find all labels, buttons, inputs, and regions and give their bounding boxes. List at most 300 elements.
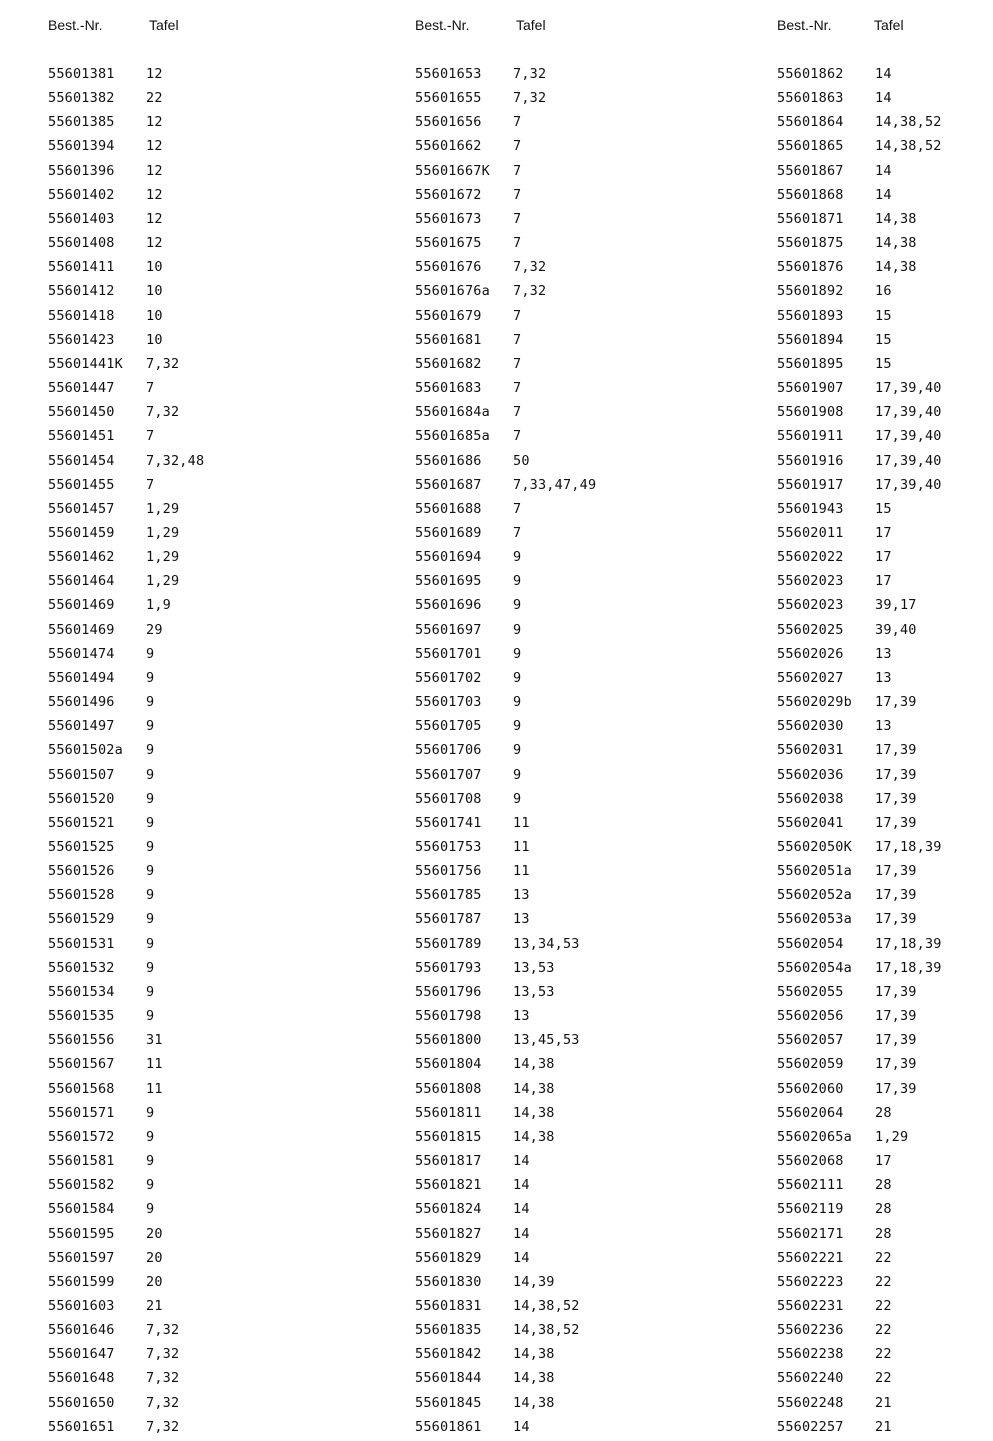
plate-numbers: 9 — [513, 621, 522, 638]
plate-numbers: 14,38 — [513, 1056, 555, 1073]
plate-numbers: 9 — [513, 694, 522, 711]
plate-numbers: 7 — [513, 235, 522, 252]
order-number: 55601895 — [777, 355, 844, 372]
order-number: 55602064 — [777, 1104, 844, 1121]
plate-numbers: 17,39 — [875, 1008, 917, 1025]
plate-numbers: 17,39,40 — [875, 404, 942, 421]
order-number: 55601706 — [415, 742, 482, 759]
order-number: 55601911 — [777, 428, 844, 445]
order-number: 55601603 — [48, 1297, 115, 1314]
plate-numbers: 28 — [875, 1225, 892, 1242]
order-number: 55601811 — [415, 1104, 482, 1121]
order-number: 55601867 — [777, 162, 844, 179]
order-number: 55601676a — [415, 283, 490, 300]
plate-numbers: 7 — [146, 428, 155, 445]
plate-numbers: 9 — [513, 549, 522, 566]
plate-numbers: 7 — [513, 138, 522, 155]
order-number: 55602030 — [777, 718, 844, 735]
plate-numbers: 13,53 — [513, 959, 555, 976]
order-number: 55602231 — [777, 1297, 844, 1314]
plate-numbers: 14 — [513, 1249, 530, 1266]
plate-numbers: 39,40 — [875, 621, 917, 638]
plate-numbers: 22 — [146, 90, 163, 107]
plate-numbers: 17,39 — [875, 983, 917, 1000]
order-number: 55602065a — [777, 1128, 852, 1145]
plate-numbers: 13,34,53 — [513, 935, 580, 952]
order-number: 55602056 — [777, 1008, 844, 1025]
order-number: 55602031 — [777, 742, 844, 759]
plate-numbers: 14,38 — [513, 1080, 555, 1097]
order-number: 55601469 — [48, 621, 115, 638]
plate-numbers: 28 — [875, 1104, 892, 1121]
plate-numbers: 14,39 — [513, 1273, 555, 1290]
plate-numbers: 14,38 — [513, 1128, 555, 1145]
plate-numbers: 9 — [146, 911, 155, 928]
order-number: 55601528 — [48, 887, 115, 904]
order-number: 55601529 — [48, 911, 115, 928]
plate-numbers: 9 — [146, 790, 155, 807]
order-number: 55601894 — [777, 331, 844, 348]
order-number: 55601647 — [48, 1346, 115, 1363]
order-number: 55601655 — [415, 90, 482, 107]
order-number: 55601685a — [415, 428, 490, 445]
plate-numbers: 7 — [513, 210, 522, 227]
order-number: 55601741 — [415, 814, 482, 831]
order-number: 55601455 — [48, 476, 115, 493]
order-number: 55602052a — [777, 887, 852, 904]
order-number: 55601835 — [415, 1322, 482, 1339]
plate-numbers: 9 — [146, 959, 155, 976]
plate-numbers: 1,29 — [146, 524, 180, 541]
order-number: 55601687 — [415, 476, 482, 493]
order-number: 55601385 — [48, 114, 115, 131]
plate-numbers: 15 — [875, 500, 892, 517]
order-number: 55601675 — [415, 235, 482, 252]
order-number: 55602022 — [777, 549, 844, 566]
plate-numbers: 7,32 — [513, 90, 547, 107]
plate-numbers: 11 — [513, 839, 530, 855]
header-best-nr: Best.-Nr. — [777, 17, 832, 33]
plate-numbers: 17,39,40 — [875, 452, 942, 469]
plate-numbers: 22 — [875, 1249, 892, 1266]
order-number: 55601756 — [415, 863, 482, 880]
plate-numbers: 9 — [146, 1201, 155, 1218]
order-number: 55602023 — [777, 597, 844, 614]
plate-numbers: 12 — [146, 138, 163, 155]
plate-numbers: 7,32 — [513, 283, 547, 300]
plate-numbers: 14,38 — [875, 259, 917, 276]
plate-numbers: 13 — [513, 887, 530, 904]
plate-numbers: 7,32 — [146, 1418, 180, 1435]
plate-numbers: 9 — [513, 573, 522, 590]
plate-numbers: 12 — [146, 235, 163, 252]
plate-numbers: 7 — [513, 331, 522, 348]
order-number: 55602060 — [777, 1080, 844, 1097]
order-number: 55601845 — [415, 1394, 482, 1411]
plate-numbers: 12 — [146, 66, 163, 82]
order-number: 55601817 — [415, 1153, 482, 1170]
plate-numbers: 14,38 — [875, 235, 917, 252]
plate-numbers: 13 — [875, 718, 892, 735]
order-number: 55602054 — [777, 935, 844, 952]
order-number: 55601683 — [415, 380, 482, 397]
plate-numbers: 11 — [513, 863, 530, 880]
plate-numbers: 17,18,39 — [875, 839, 942, 855]
order-number: 55601447 — [48, 380, 115, 397]
plate-numbers: 21 — [146, 1297, 163, 1314]
order-number: 55601793 — [415, 959, 482, 976]
order-number: 55601402 — [48, 186, 115, 203]
order-number: 55601696 — [415, 597, 482, 614]
plate-numbers: 13 — [513, 1008, 530, 1025]
plate-numbers: 9 — [146, 814, 155, 831]
plate-numbers: 14,38 — [513, 1104, 555, 1121]
plate-numbers: 14,38 — [875, 210, 917, 227]
plate-numbers: 15 — [875, 307, 892, 324]
plate-numbers: 7,32 — [146, 355, 180, 372]
order-number: 55601787 — [415, 911, 482, 928]
plate-numbers: 7 — [513, 500, 522, 517]
plate-numbers: 7 — [513, 186, 522, 203]
order-number: 55601451 — [48, 428, 115, 445]
plate-numbers: 17 — [875, 524, 892, 541]
order-number: 55601753 — [415, 839, 482, 855]
plate-numbers: 14 — [513, 1177, 530, 1194]
plate-numbers: 10 — [146, 307, 163, 324]
order-number: 55601684a — [415, 404, 490, 421]
order-number: 55601526 — [48, 863, 115, 880]
order-number: 55601597 — [48, 1249, 115, 1266]
plate-numbers: 7 — [513, 524, 522, 541]
plate-numbers: 13 — [875, 669, 892, 686]
plate-numbers: 17,39 — [875, 887, 917, 904]
order-number: 55601785 — [415, 887, 482, 904]
order-number: 55602257 — [777, 1418, 844, 1435]
plate-numbers: 13,45,53 — [513, 1032, 580, 1049]
order-number: 55601418 — [48, 307, 115, 324]
order-number: 55601653 — [415, 66, 482, 82]
plate-numbers: 22 — [875, 1273, 892, 1290]
order-number: 55601821 — [415, 1177, 482, 1194]
order-number: 55601686 — [415, 452, 482, 469]
plate-numbers: 9 — [146, 742, 155, 759]
order-number: 55602236 — [777, 1322, 844, 1339]
plate-numbers: 50 — [513, 452, 530, 469]
order-number: 55601394 — [48, 138, 115, 155]
plate-numbers: 17,39,40 — [875, 380, 942, 397]
plate-numbers: 14 — [513, 1418, 530, 1435]
plate-numbers: 21 — [875, 1418, 892, 1435]
plate-numbers: 1,29 — [146, 573, 180, 590]
plate-numbers: 12 — [146, 210, 163, 227]
plate-numbers: 1,29 — [146, 500, 180, 517]
order-number: 55601871 — [777, 210, 844, 227]
plate-numbers: 17,18,39 — [875, 935, 942, 952]
order-number: 55602221 — [777, 1249, 844, 1266]
plate-numbers: 9 — [146, 1153, 155, 1170]
header-best-nr: Best.-Nr. — [48, 17, 103, 33]
plate-numbers: 9 — [146, 983, 155, 1000]
plate-numbers: 28 — [875, 1177, 892, 1194]
order-number: 55601707 — [415, 766, 482, 783]
plate-numbers: 15 — [875, 355, 892, 372]
order-number: 55601865 — [777, 138, 844, 155]
plate-numbers: 7,33,47,49 — [513, 476, 597, 493]
order-number: 55601520 — [48, 790, 115, 807]
plate-numbers: 9 — [146, 1008, 155, 1025]
plate-numbers: 7,32,48 — [146, 452, 205, 469]
order-number: 55602171 — [777, 1225, 844, 1242]
plate-numbers: 14 — [513, 1201, 530, 1218]
order-number: 55601474 — [48, 645, 115, 662]
plate-numbers: 17 — [875, 573, 892, 590]
plate-numbers: 14,38 — [513, 1394, 555, 1411]
order-number: 55601697 — [415, 621, 482, 638]
order-number: 55601800 — [415, 1032, 482, 1049]
order-number: 55601679 — [415, 307, 482, 324]
plate-numbers: 7,32 — [513, 259, 547, 276]
plate-numbers: 9 — [146, 694, 155, 711]
order-number: 55602068 — [777, 1153, 844, 1170]
plate-numbers: 9 — [513, 790, 522, 807]
plate-numbers: 12 — [146, 114, 163, 131]
plate-numbers: 7,32 — [513, 66, 547, 82]
order-number: 55601396 — [48, 162, 115, 179]
order-number: 55601708 — [415, 790, 482, 807]
order-number: 55601656 — [415, 114, 482, 131]
order-number: 55601441K — [48, 355, 123, 372]
plate-numbers: 9 — [513, 718, 522, 735]
order-number: 55602051a — [777, 863, 852, 880]
order-number: 55601676 — [415, 259, 482, 276]
plate-numbers: 13 — [513, 911, 530, 928]
order-number: 55602240 — [777, 1370, 844, 1387]
order-number: 55601829 — [415, 1249, 482, 1266]
plate-numbers: 14,38 — [513, 1346, 555, 1363]
order-number: 55602026 — [777, 645, 844, 662]
plate-numbers: 9 — [146, 718, 155, 735]
order-number: 55601908 — [777, 404, 844, 421]
plate-numbers: 17,39 — [875, 814, 917, 831]
order-number: 55601502a — [48, 742, 123, 759]
plate-numbers: 7 — [513, 380, 522, 397]
plate-numbers: 7 — [146, 380, 155, 397]
order-number: 55601497 — [48, 718, 115, 735]
order-number: 55601892 — [777, 283, 844, 300]
plate-numbers: 9 — [146, 863, 155, 880]
plate-numbers: 17,39 — [875, 1032, 917, 1049]
order-number: 55601824 — [415, 1201, 482, 1218]
plate-numbers: 12 — [146, 162, 163, 179]
header-best-nr: Best.-Nr. — [415, 17, 470, 33]
plate-numbers: 22 — [875, 1297, 892, 1314]
order-number: 55601694 — [415, 549, 482, 566]
order-number: 55601382 — [48, 90, 115, 107]
order-number: 55601412 — [48, 283, 115, 300]
order-number: 55601842 — [415, 1346, 482, 1363]
order-number: 55601568 — [48, 1080, 115, 1097]
order-number: 55602011 — [777, 524, 844, 541]
order-number: 55601702 — [415, 669, 482, 686]
order-number: 55601798 — [415, 1008, 482, 1025]
order-number: 55601525 — [48, 839, 115, 855]
order-number: 55601682 — [415, 355, 482, 372]
order-number: 55601804 — [415, 1056, 482, 1073]
order-number: 55601831 — [415, 1297, 482, 1314]
order-number: 55601556 — [48, 1032, 115, 1049]
plate-numbers: 11 — [146, 1056, 163, 1073]
plate-numbers: 7,32 — [146, 1346, 180, 1363]
plate-numbers: 14 — [875, 186, 892, 203]
header-tafel: Tafel — [149, 17, 179, 33]
order-number: 55601703 — [415, 694, 482, 711]
plate-numbers: 22 — [875, 1346, 892, 1363]
order-number: 55602041 — [777, 814, 844, 831]
order-number: 55601469 — [48, 597, 115, 614]
order-number: 55602023 — [777, 573, 844, 590]
plate-numbers: 17,39,40 — [875, 476, 942, 493]
order-number: 55602059 — [777, 1056, 844, 1073]
plate-numbers: 28 — [875, 1201, 892, 1218]
order-number: 55602057 — [777, 1032, 844, 1049]
plate-numbers: 9 — [513, 669, 522, 686]
order-number: 55602038 — [777, 790, 844, 807]
plate-numbers: 7 — [513, 428, 522, 445]
order-number: 55601827 — [415, 1225, 482, 1242]
order-number: 55601459 — [48, 524, 115, 541]
order-number: 55601681 — [415, 331, 482, 348]
plate-numbers: 17,39 — [875, 911, 917, 928]
order-number: 55602111 — [777, 1177, 844, 1194]
plate-numbers: 14 — [513, 1153, 530, 1170]
plate-numbers: 14 — [875, 162, 892, 179]
plate-numbers: 17,39,40 — [875, 428, 942, 445]
order-number: 55601381 — [48, 66, 115, 82]
order-number: 55601464 — [48, 573, 115, 590]
plate-numbers: 7 — [513, 355, 522, 372]
header-tafel: Tafel — [874, 17, 904, 33]
order-number: 55601943 — [777, 500, 844, 517]
plate-numbers: 9 — [146, 1177, 155, 1194]
order-number: 55601808 — [415, 1080, 482, 1097]
order-number: 55601457 — [48, 500, 115, 517]
order-number: 55601651 — [48, 1418, 115, 1435]
order-number: 55601646 — [48, 1322, 115, 1339]
plate-numbers: 1,29 — [146, 549, 180, 566]
plate-numbers: 9 — [513, 766, 522, 783]
order-number: 55601450 — [48, 404, 115, 421]
order-number: 55601403 — [48, 210, 115, 227]
order-number: 55601844 — [415, 1370, 482, 1387]
order-number: 55601796 — [415, 983, 482, 1000]
plate-numbers: 7,32 — [146, 404, 180, 421]
plate-numbers: 7,32 — [146, 1322, 180, 1339]
plate-numbers: 9 — [146, 766, 155, 783]
order-number: 55601584 — [48, 1201, 115, 1218]
plate-numbers: 20 — [146, 1273, 163, 1290]
plate-numbers: 9 — [146, 1104, 155, 1121]
plate-numbers: 9 — [513, 597, 522, 614]
order-number: 55601689 — [415, 524, 482, 541]
order-number: 55602238 — [777, 1346, 844, 1363]
plate-numbers: 9 — [146, 1128, 155, 1145]
order-number: 55601667K — [415, 162, 490, 179]
order-number: 55601507 — [48, 766, 115, 783]
plate-numbers: 7 — [513, 114, 522, 131]
plate-numbers: 13 — [875, 645, 892, 662]
plate-numbers: 7 — [146, 476, 155, 493]
order-number: 55601861 — [415, 1418, 482, 1435]
order-number: 55601815 — [415, 1128, 482, 1145]
order-number: 55601534 — [48, 983, 115, 1000]
order-number: 55601567 — [48, 1056, 115, 1073]
order-number: 55601650 — [48, 1394, 115, 1411]
order-number: 55601916 — [777, 452, 844, 469]
plate-numbers: 14,38,52 — [513, 1297, 580, 1314]
order-number: 55601862 — [777, 66, 844, 82]
order-number: 55602025 — [777, 621, 844, 638]
order-number: 55601648 — [48, 1370, 115, 1387]
order-number: 55601599 — [48, 1273, 115, 1290]
order-number: 55601494 — [48, 669, 115, 686]
plate-numbers: 7,32 — [146, 1370, 180, 1387]
plate-numbers: 7 — [513, 162, 522, 179]
order-number: 55601875 — [777, 235, 844, 252]
plate-numbers: 17,39 — [875, 694, 917, 711]
order-number: 55601454 — [48, 452, 115, 469]
order-number: 55601789 — [415, 935, 482, 952]
header-tafel: Tafel — [516, 17, 546, 33]
order-number: 55601893 — [777, 307, 844, 324]
plate-numbers: 14 — [875, 66, 892, 82]
order-number: 55601863 — [777, 90, 844, 107]
plate-numbers: 17,39 — [875, 766, 917, 783]
plate-numbers: 9 — [146, 645, 155, 662]
plate-numbers: 14,38 — [513, 1370, 555, 1387]
plate-numbers: 9 — [146, 935, 155, 952]
order-number: 55601532 — [48, 959, 115, 976]
order-number: 55601462 — [48, 549, 115, 566]
plate-numbers: 17,39 — [875, 790, 917, 807]
order-number: 55601705 — [415, 718, 482, 735]
plate-numbers: 12 — [146, 186, 163, 203]
order-number: 55602119 — [777, 1201, 844, 1218]
order-number: 55601864 — [777, 114, 844, 131]
plate-numbers: 29 — [146, 621, 163, 638]
plate-numbers: 31 — [146, 1032, 163, 1049]
plate-numbers: 15 — [875, 331, 892, 348]
order-number: 55602055 — [777, 983, 844, 1000]
order-number: 55602248 — [777, 1394, 844, 1411]
order-number: 55601571 — [48, 1104, 115, 1121]
order-number: 55601907 — [777, 380, 844, 397]
plate-numbers: 22 — [875, 1322, 892, 1339]
order-number: 55602036 — [777, 766, 844, 783]
plate-numbers: 10 — [146, 331, 163, 348]
plate-numbers: 22 — [875, 1370, 892, 1387]
order-number: 55601581 — [48, 1153, 115, 1170]
plate-numbers: 9 — [513, 742, 522, 759]
plate-numbers: 11 — [146, 1080, 163, 1097]
order-number: 55601917 — [777, 476, 844, 493]
plate-numbers: 10 — [146, 259, 163, 276]
plate-numbers: 9 — [146, 669, 155, 686]
order-number: 55601582 — [48, 1177, 115, 1194]
order-number: 55601868 — [777, 186, 844, 203]
order-number: 55601535 — [48, 1008, 115, 1025]
plate-numbers: 7 — [513, 307, 522, 324]
order-number: 55602223 — [777, 1273, 844, 1290]
